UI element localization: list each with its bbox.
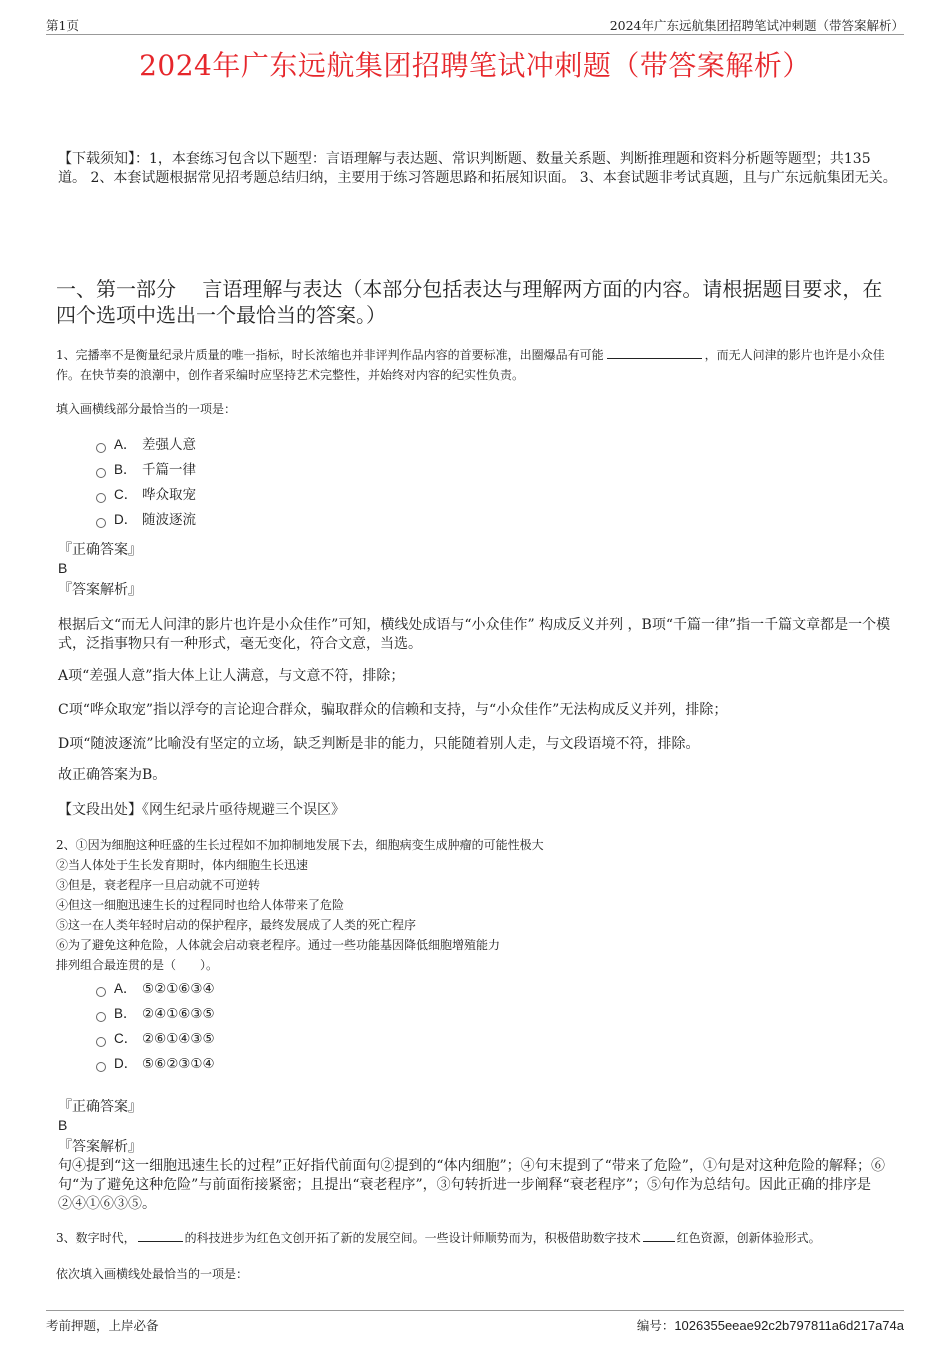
radio-icon[interactable] <box>96 468 106 478</box>
question-2-option-b[interactable]: B． ②④①⑥③⑤ <box>96 1001 215 1026</box>
question-2-explain: 句④提到“这一细胞迅速生长的过程”正好指代前面句②提到的“体内细胞”；④句末提到了“带来了危险”，①句是对这种危险的解释；⑥句“为了避免这种危险”与前面衔接紧密；且提出“衰老程序”，③句转折进一步阐释“衰老程序”；⑤句作为总结句。因此正确的排序是②④①⑥③⑤。 <box>58 1158 885 1212</box>
question-1-text-b: ，而无人问津的影片也许是小众佳作。在快节奏的浪潮中，创作者采编时应坚持艺术完整性，并始终对内容的纪实性负责。 <box>56 348 885 382</box>
question-3-prompt: 依次填入画横线处最恰当的一项是： <box>56 1267 249 1281</box>
question-3-text-a: 3、数字时代， <box>56 1231 136 1245</box>
question-1-source: 【文段出处】《网生纪录片亟待规避三个误区》 <box>58 802 345 818</box>
radio-icon[interactable] <box>96 443 106 453</box>
question-2-answer: B <box>58 1117 68 1133</box>
header-doc-title: 2024年广东远航集团招聘笔试冲刺题（带答案解析） <box>609 18 904 33</box>
question-2-option-c[interactable]: C． ②⑥①④③⑤ <box>96 1026 215 1051</box>
question-1-explain-p4: D项“随波逐流”比喻没有坚定的立场，缺乏判断是非的能力，只能随着别人走，与文段语境不符，排除。 <box>58 736 700 752</box>
page-header <box>46 14 904 35</box>
question-2-option-d[interactable]: D． ⑤⑥②③①④ <box>96 1051 215 1076</box>
question-1-option-b[interactable]: B． 千篇一律 <box>96 457 196 482</box>
question-2-answer-label: 『正确答案』 <box>58 1099 142 1115</box>
question-1-text-a: 1、完播率不是衡量纪录片质量的唯一指标，时长浓缩也并非评判作品内容的首要标准，出圈爆品有可能 <box>56 348 604 362</box>
question-2-line-6: ⑥为了避免这种危险，人体就会启动衰老程序。通过一些功能基因降低细胞增殖能力 <box>56 938 501 952</box>
download-notice: 【下载须知】：1，本套练习包含以下题型：言语理解与表达题、常识判断题、数量关系题、判断推理题和资料分析题等题型；共135道。 2、本套试题根据常见招考题总结归纳，主要用于练习答题思路和拓展知识面。 3、本套试题非考试真题，且与广东远航集团无关。 <box>58 151 897 186</box>
page-footer <box>46 1310 904 1335</box>
radio-icon[interactable] <box>96 518 106 528</box>
question-3-blank-1 <box>138 1229 183 1242</box>
question-2-line-2: ②当人体处于生长发育期时，体内细胞生长迅速 <box>56 858 309 872</box>
question-2-stem <box>56 835 896 975</box>
question-1-answer-label: 『正确答案』 <box>58 542 142 558</box>
question-1-stem <box>56 345 896 385</box>
question-1-explain-p3: C项“哗众取宠”指以浮夸的言论迎合群众，骗取群众的信赖和支持，与“小众佳作”无法构成反义并列，排除； <box>58 702 728 718</box>
question-1-explain-p5: 故正确答案为B。 <box>58 767 167 783</box>
question-2-line-1: 2、①因为细胞这种旺盛的生长过程如不加抑制地发展下去，细胞病变生成肿瘤的可能性极大 <box>56 838 544 852</box>
radio-icon[interactable] <box>96 493 106 503</box>
question-1-explain-p2: A项“差强人意”指大体上让人满意，与文意不符，排除； <box>58 668 405 684</box>
question-2-prompt: 排列组合最连贯的是（ ）。 <box>56 958 219 972</box>
footer-slogan: 考前押题，上岸必备 <box>46 1318 159 1333</box>
question-3-text-b: 的科技进步为红色文创开拓了新的发展空间。一些设计师顺势而为，积极借助数字技术 <box>184 1231 641 1245</box>
question-1-answer: B <box>58 560 68 576</box>
question-3-blank-2 <box>643 1229 675 1242</box>
radio-icon[interactable] <box>96 1062 106 1072</box>
question-3-text-c: 红色资源，创新体验形式。 <box>676 1231 821 1245</box>
question-1-blank <box>607 346 702 359</box>
question-1-prompt: 填入画横线部分最恰当的一项是： <box>56 402 237 416</box>
question-2-line-5: ⑤这一在人类年轻时启动的保护程序，最终发展成了人类的死亡程序 <box>56 918 417 932</box>
radio-icon[interactable] <box>96 1037 106 1047</box>
document-title: 2024年广东远航集团招聘笔试冲刺题（带答案解析） <box>139 49 811 82</box>
radio-icon[interactable] <box>96 987 106 997</box>
footer-code: 编号：1026355eeae92c2b797811a6d217a74a <box>636 1318 904 1333</box>
question-1-option-d[interactable]: D． 随波逐流 <box>96 507 196 532</box>
question-1-option-a[interactable]: A． 差强人意 <box>96 432 196 457</box>
question-1-explain-label: 『答案解析』 <box>58 582 142 598</box>
question-1-options <box>96 432 196 532</box>
question-2-option-a[interactable]: A． ⑤②①⑥③④ <box>96 976 215 1001</box>
question-2-explain-label: 『答案解析』 <box>58 1139 142 1155</box>
question-1-explain-p1: 根据后文“而无人问津的影片也许是小众佳作”可知，横线处成语与“小众佳作” 构成反义并列 ，B项“千篇一律”指一千篇文章都是一个模式，泛指事物只有一种形式，毫无变化，符合文意，当选。 <box>58 617 891 652</box>
question-2-line-3: ③但是，衰老程序一旦启动就不可逆转 <box>56 878 261 892</box>
page-number: 第1页 <box>46 18 79 33</box>
question-2-options <box>96 976 215 1076</box>
section-heading: 一、第一部分 言语理解与表达（本部分包括表达与理解两方面的内容。请根据题目要求，在四个选项中选出一个最恰当的答案。） <box>56 277 883 327</box>
radio-icon[interactable] <box>96 1012 106 1022</box>
question-2-line-4: ④但这一细胞迅速生长的过程同时也给人体带来了危险 <box>56 898 345 912</box>
question-1-option-c[interactable]: C． 哗众取宠 <box>96 482 196 507</box>
question-3-stem <box>56 1228 896 1248</box>
